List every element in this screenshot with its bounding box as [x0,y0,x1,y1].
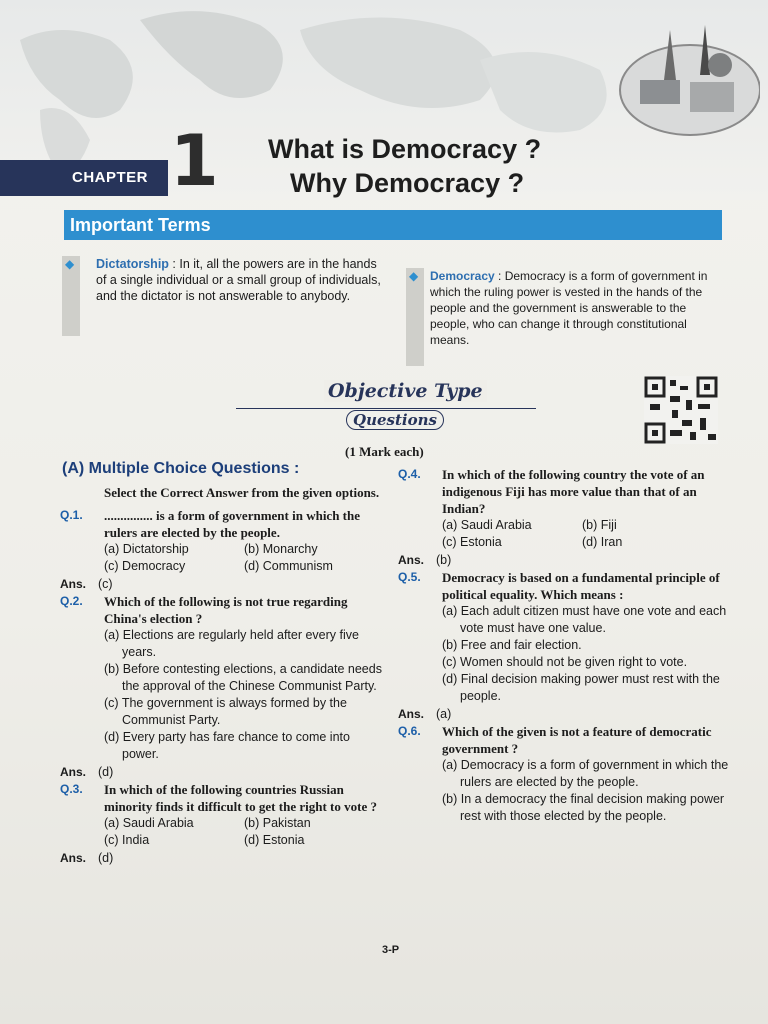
option: (a) Dictatorship [104,542,189,556]
option: (c) Estonia [442,535,502,549]
option: (b) Pakistan [244,816,311,830]
answer-label: Ans. [60,577,87,591]
left-question-column [60,484,390,867]
option: (d) Iran [582,535,623,549]
diamond-bullet-icon: ◆ [409,269,419,283]
term-keyword: Dictatorship [96,257,169,271]
answer-value: (a) [436,707,452,721]
question-text: In which of the following countries Russian minority finds it difficult to get the right to vote ? [104,782,377,814]
question-number: Q.2. [60,594,83,608]
term-definition: : In it, all the powers are in the hands of a single individual or a small group of individuals, and the dictator is not answerable to anybody. [96,257,381,303]
question-2 [60,593,390,781]
answer-label: Ans. [60,851,87,865]
page-number: 3-P [382,944,400,956]
option: (c) India [104,833,150,847]
question-text: Which of the following is not true regarding China's election ? [104,594,348,626]
question-number: Q.4. [398,467,421,481]
question-number: Q.3. [60,782,83,796]
answer-value: (b) [436,553,452,567]
answer-line [60,575,390,593]
option: (b) Monarchy [244,542,318,556]
option: (d) Every party has fare chance to come into power. [104,730,350,761]
question-text: In which of the following country the vote of an indigenous Fiji has more value than that of an Indian? [442,467,705,516]
option: (a) Democracy is a form of government in which the rulers are elected by the people. [442,758,729,789]
objective-title-line2: Questions [346,410,444,430]
term-definition: : Democracy is a form of government in which the ruling power is vested in the hands of the people and the government is answerable to the people, who can change it through constitutional means. [430,269,708,347]
answer-line [398,551,738,569]
objective-title-line1: Objective Type [324,380,487,402]
answer-label: Ans. [398,707,425,721]
marks-note: (1 Mark each) [345,444,424,459]
section-instruction: Select the Correct Answer from the given options. [104,485,380,500]
option: (c) Democracy [104,559,186,573]
option: (a) Saudi Arabia [104,816,194,830]
question-text: Which of the given is not a feature of democratic government ? [442,724,712,756]
chapter-number: 1 [170,120,219,202]
option: (b) In a democracy the final decision making power rest with those elected by the people. [442,792,725,823]
section-a-heading: (A) Multiple Choice Questions : [62,460,300,477]
chapter-title [268,132,541,200]
option: (b) Before contesting elections, a candidate needs the approval of the Chinese Communist Party. [104,662,382,693]
answer-value: (c) [98,577,113,591]
question-3 [60,781,390,867]
important-terms-heading: Important Terms [64,210,722,240]
option: (d) Final decision making power must rest with the people. [442,672,720,703]
answer-line [60,763,390,781]
right-question-column [398,466,738,825]
option: (d) Communism [244,559,333,573]
travel-collage-illustration [610,20,760,140]
answer-label: Ans. [60,765,87,779]
term-keyword: Democracy [430,269,495,283]
divider-line [236,408,536,409]
question-4 [398,466,738,569]
question-6 [398,723,738,825]
question-5 [398,569,738,723]
term-democracy [406,268,728,366]
answer-value: (d) [98,851,114,865]
option: (d) Estonia [244,833,305,847]
option: (a) Saudi Arabia [442,518,532,532]
option: (a) Each adult citizen must have one vote and each vote must have one value. [442,604,727,635]
qr-code-icon [644,376,718,444]
question-number: Q.5. [398,570,421,584]
answer-value: (d) [98,765,114,779]
objective-questions-heading [236,380,536,440]
question-number: Q.1. [60,508,83,522]
answer-line [60,849,390,867]
option: (b) Fiji [582,518,617,532]
chapter-title-line1: What is Democracy ? [268,134,542,164]
answer-line [398,705,738,723]
question-1 [60,507,390,593]
option: (c) Women should not be given right to vote. [442,655,688,669]
question-text: ............... is a form of government in which the rulers are elected by the people. [104,508,361,540]
chapter-label: CHAPTER [0,160,168,196]
chapter-title-line2: Why Democracy ? [290,168,525,198]
diamond-bullet-icon: ◆ [65,257,75,271]
option: (a) Elections are regularly held after every five years. [104,628,359,659]
option: (b) Free and fair election. [442,638,582,652]
answer-label: Ans. [398,553,425,567]
question-text: Democracy is based on a fundamental principle of political equality. Which means : [442,570,720,602]
option: (c) The government is always formed by the Communist Party. [104,696,347,727]
term-dictatorship [62,256,392,336]
question-number: Q.6. [398,724,421,738]
